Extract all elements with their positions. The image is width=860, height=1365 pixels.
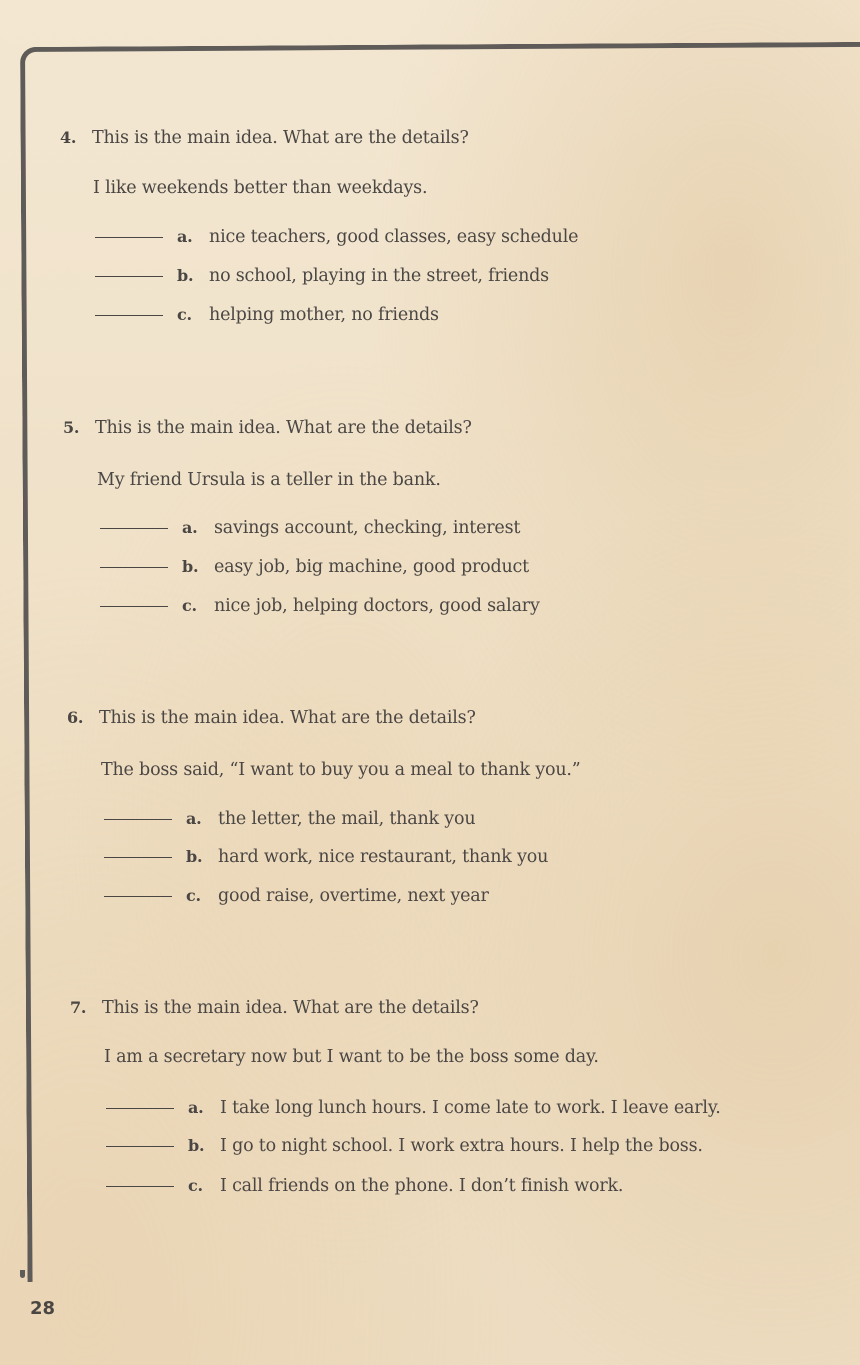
main-idea-statement: I like weekends better than weekdays.: [93, 178, 428, 198]
option-text: I go to night school. I work extra hours. I help the boss.: [220, 1136, 703, 1156]
option-letter: a.: [188, 1098, 204, 1117]
option-text: easy job, big machine, good product: [214, 557, 529, 577]
option-row-a: [95, 227, 578, 247]
answer-blank-b[interactable]: [104, 856, 172, 858]
option-letter: c.: [177, 305, 192, 324]
question-text: This is the main idea. What are the details?: [95, 418, 472, 438]
question-number: 5.: [63, 418, 80, 437]
option-letter: b.: [177, 266, 194, 285]
answer-blank-c[interactable]: [106, 1185, 174, 1187]
question-prompt: [63, 418, 472, 438]
option-text: nice job, helping doctors, good salary: [214, 596, 540, 616]
question-text: This is the main idea. What are the details?: [99, 708, 476, 728]
option-row-b: [104, 847, 548, 867]
option-letter: a.: [182, 518, 198, 537]
option-letter: c.: [188, 1176, 203, 1195]
option-text: savings account, checking, interest: [214, 518, 521, 538]
option-letter: b.: [188, 1136, 205, 1155]
question-prompt: [67, 708, 476, 728]
answer-blank-b[interactable]: [100, 566, 168, 568]
answer-blank-c[interactable]: [104, 895, 172, 897]
option-row-b: [106, 1136, 703, 1156]
answer-blank-a[interactable]: [95, 236, 163, 238]
option-row-a: [100, 518, 520, 538]
option-letter: c.: [186, 886, 201, 905]
answer-blank-a[interactable]: [104, 818, 172, 820]
option-row-b: [100, 557, 529, 577]
option-letter: c.: [182, 596, 197, 615]
option-row-b: [95, 266, 549, 286]
option-text: I take long lunch hours. I come late to work. I leave early.: [220, 1098, 721, 1118]
question-text: This is the main idea. What are the details?: [92, 128, 469, 148]
option-letter: b.: [182, 557, 199, 576]
question-number: 7.: [70, 998, 87, 1017]
main-idea-statement: The boss said, “I want to buy you a meal to thank you.”: [101, 760, 581, 780]
option-row-c: [95, 305, 439, 325]
option-text: helping mother, no friends: [209, 305, 439, 325]
main-idea-statement: My friend Ursula is a teller in the bank.: [97, 470, 441, 490]
option-row-c: [106, 1176, 623, 1196]
answer-blank-a[interactable]: [100, 527, 168, 529]
question-prompt: [60, 128, 469, 148]
option-text: the letter, the mail, thank you: [218, 809, 476, 829]
option-text: no school, playing in the street, friends: [209, 266, 549, 286]
option-text: I call friends on the phone. I don’t finish work.: [220, 1176, 624, 1196]
answer-blank-b[interactable]: [106, 1145, 174, 1147]
option-row-c: [104, 886, 489, 906]
page-frame-end: [20, 1270, 25, 1278]
question-number: 4.: [60, 128, 77, 147]
question-prompt: [70, 998, 479, 1018]
option-text: hard work, nice restaurant, thank you: [218, 847, 549, 867]
option-text: nice teachers, good classes, easy schedule: [209, 227, 579, 247]
page-number: 28: [30, 1298, 56, 1319]
answer-blank-c[interactable]: [95, 314, 163, 316]
option-text: good raise, overtime, next year: [218, 886, 489, 906]
question-number: 6.: [67, 708, 84, 727]
question-text: This is the main idea. What are the details?: [102, 998, 479, 1018]
option-letter: b.: [186, 847, 203, 866]
answer-blank-c[interactable]: [100, 605, 168, 607]
option-row-a: [104, 809, 475, 829]
option-row-c: [100, 596, 540, 616]
answer-blank-a[interactable]: [106, 1107, 174, 1109]
option-letter: a.: [177, 227, 193, 246]
option-letter: a.: [186, 809, 202, 828]
main-idea-statement: I am a secretary now but I want to be the boss some day.: [104, 1047, 599, 1067]
answer-blank-b[interactable]: [95, 275, 163, 277]
option-row-a: [106, 1098, 721, 1118]
